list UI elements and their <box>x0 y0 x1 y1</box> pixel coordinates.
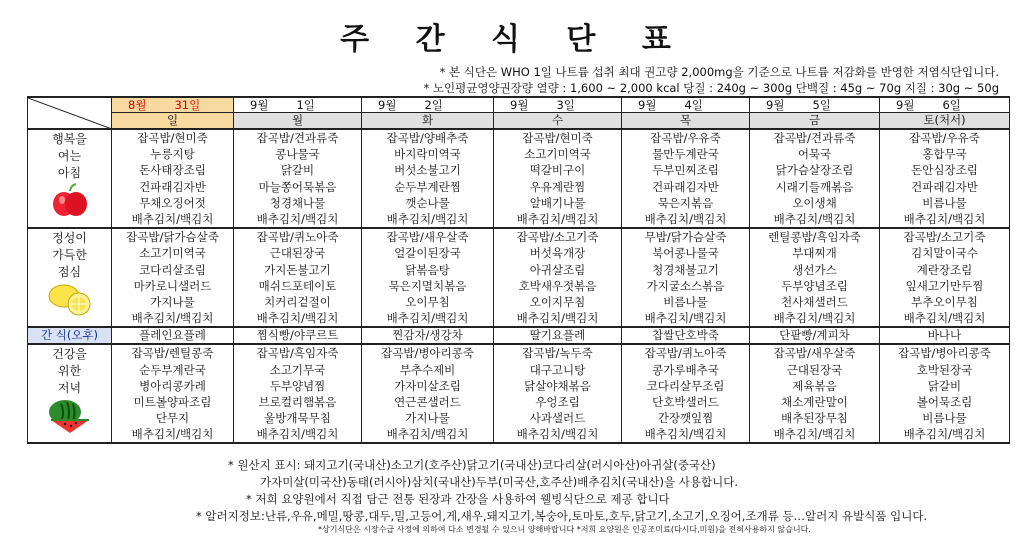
menu-item: 브로컬리햄볶음 <box>234 394 362 410</box>
menu-item: 어묵국 <box>750 146 880 162</box>
menu-item: 잡곡밥/퀴노아죽 <box>622 344 750 361</box>
month-label: 9월 <box>638 98 657 112</box>
menu-item: 두부양념조림 <box>750 278 880 294</box>
menu-item: 계란장조림 <box>880 262 1010 278</box>
meal-row <box>28 211 1010 228</box>
menu-item: 알배기나물 <box>494 195 622 211</box>
menu-item: 돈사태장조림 <box>112 162 234 178</box>
menu-item: 무채오징어젓 <box>112 195 234 211</box>
day-of-week: 토(처서) <box>880 113 1010 130</box>
menu-item: 버섯육개장 <box>494 245 622 261</box>
menu-item: 배추김치/백김치 <box>494 426 622 443</box>
menu-item: 잡곡밥/렌틸콩죽 <box>112 344 234 361</box>
menu-item: 돈안심장조림 <box>880 162 1010 178</box>
menu-item: 김치말이국수 <box>880 245 1010 261</box>
menu-item: 닭볶음탕 <box>362 262 494 278</box>
menu-item: 잡곡밥/견과류죽 <box>234 129 362 146</box>
menu-item: 코다리살조림 <box>112 262 234 278</box>
menu-item: 배추김치/백김치 <box>112 211 234 228</box>
date-cell <box>234 97 362 113</box>
menu-item: 잡곡밥/현미죽 <box>494 129 622 146</box>
menu-item: 마늘쫑어묵볶음 <box>234 179 362 195</box>
menu-item: 미트볼양파조림 <box>112 394 234 410</box>
menu-item: 잡곡밥/우유죽 <box>880 129 1010 146</box>
meal-row <box>28 262 1010 278</box>
meal-label-line: 행복을 <box>52 132 87 146</box>
day-of-week: 수 <box>494 113 622 130</box>
menu-item: 배추김치/백김치 <box>112 426 234 443</box>
meal-label-line: 점심 <box>57 265 82 280</box>
menu-item: 바지락미역국 <box>362 146 494 162</box>
menu-item: 잡곡밥/소고기죽 <box>494 228 622 245</box>
date-label: 4일 <box>684 98 703 112</box>
apple-icon <box>28 183 111 223</box>
menu-item: 물만두계란국 <box>622 146 750 162</box>
meal-row <box>28 310 1010 327</box>
menu-item: 순두부계란찜 <box>362 179 494 195</box>
date-label: 5일 <box>812 98 831 112</box>
menu-item: 제육볶음 <box>750 378 880 394</box>
menu-item: 배추김치/백김치 <box>234 426 362 443</box>
menu-item: 대구고니탕 <box>494 361 622 377</box>
menu-item: 잡곡밥/병아리콩죽 <box>362 344 494 361</box>
menu-item: 닭살야채볶음 <box>494 378 622 394</box>
menu-item: 마카로니샐러드 <box>112 278 234 294</box>
menu-item: 배추김치/백김치 <box>750 310 880 327</box>
menu-item: 잡곡밥/현미죽 <box>112 129 234 146</box>
date-cell <box>112 97 234 113</box>
meal-label-line: 여는 <box>57 149 82 163</box>
menu-item: 배추김치/백김치 <box>622 426 750 443</box>
menu-item: 잡곡밥/소고기죽 <box>880 228 1010 245</box>
day-of-week: 일 <box>112 113 234 130</box>
menu-item: 배추김치/백김치 <box>234 310 362 327</box>
menu-item: 청경채나물 <box>234 195 362 211</box>
date-cell <box>880 97 1010 113</box>
menu-item: 부대찌개 <box>750 245 880 261</box>
menu-item: 건파래김자반 <box>880 179 1010 195</box>
meal-row <box>28 146 1010 162</box>
footnote: * 원산지 표시: 돼지고기(국내산)소고기(호주산)닭고기(국내산)코다리살(러시아산)아귀살(중국산) <box>228 458 716 472</box>
menu-item: 닭갈비 <box>234 162 362 178</box>
meal-label-cell <box>28 228 112 327</box>
meal-row <box>28 245 1010 261</box>
menu-item: 비름나물 <box>880 195 1010 211</box>
menu-item: 배추김치/백김치 <box>880 426 1010 443</box>
menu-item: 코다리살무조림 <box>622 378 750 394</box>
menu-item: 사과샐러드 <box>494 410 622 426</box>
meal-row <box>28 162 1010 178</box>
month-label: 9월 <box>250 98 269 112</box>
menu-item: 간장깻잎찜 <box>622 410 750 426</box>
menu-item: 가지돈불고기 <box>234 262 362 278</box>
snack-item: 찹쌀단호박죽 <box>622 327 750 344</box>
day-of-week: 목 <box>622 113 750 130</box>
day-of-week: 월 <box>234 113 362 130</box>
menu-item: 배추김치/백김치 <box>880 310 1010 327</box>
date-label: 3일 <box>556 98 575 112</box>
meal-row <box>28 179 1010 195</box>
meal-row <box>28 278 1010 294</box>
menu-item: 두부민찌조림 <box>622 162 750 178</box>
menu-item: 청경채불고기 <box>622 262 750 278</box>
day-of-week: 화 <box>362 113 494 130</box>
menu-item: 가지나물 <box>362 410 494 426</box>
menu-item: 매쉬드포테이토 <box>234 278 362 294</box>
menu-item: 단호박샐러드 <box>622 394 750 410</box>
meal-label-cell <box>28 344 112 443</box>
menu-item: 깻순나물 <box>362 195 494 211</box>
menu-item: 닭갈비 <box>880 378 1010 394</box>
menu-item: 순두부계란국 <box>112 361 234 377</box>
menu-item: 떡갈비구이 <box>494 162 622 178</box>
menu-item: 배추김치/백김치 <box>112 310 234 327</box>
meal-label-line: 정성이 <box>52 231 87 246</box>
menu-item: 천사채샐러드 <box>750 294 880 310</box>
menu-item: 소고기미역국 <box>494 146 622 162</box>
footnote: * 저희 요양원에서 직접 담근 전통 된장과 간장을 사용하여 웰빙식단으로 제공 합니다 <box>246 492 670 506</box>
meal-row <box>28 129 1010 146</box>
menu-item: 얼갈이된장국 <box>362 245 494 261</box>
meal-row <box>28 410 1010 426</box>
day-row <box>28 113 1010 130</box>
snack-item: 단팥빵/계피차 <box>750 327 880 344</box>
menu-item: 소고기미역국 <box>112 245 234 261</box>
menu-item: 잎새고기만두찜 <box>880 278 1010 294</box>
menu-item: 채소계란말이 <box>750 394 880 410</box>
date-label: 1일 <box>296 98 315 112</box>
menu-item: 배추김치/백김치 <box>750 426 880 443</box>
menu-item: 배추김치/백김치 <box>234 211 362 228</box>
meal-label-cell <box>28 129 112 228</box>
menu-item: 잡곡밥/녹두죽 <box>494 344 622 361</box>
meal-row <box>28 378 1010 394</box>
lemon-icon <box>28 282 111 320</box>
menu-item: 배추김치/백김치 <box>622 211 750 228</box>
menu-item: 묵은지멸치볶음 <box>362 278 494 294</box>
meal-label-line: 저녁 <box>57 381 82 396</box>
diagonal-line <box>28 98 112 129</box>
footnote: *상기식단은 시장수급 사정에 의하여 다소 변경될 수 있으니 양해바랍니다 *저희 요양원은 인공조미료(다시다,미원)을 전혀사용하지 않습니다. <box>318 525 811 534</box>
menu-item: 근대된장국 <box>234 245 362 261</box>
snack-item: 딸기요플레 <box>494 327 622 344</box>
menu-item: 우엉조림 <box>494 394 622 410</box>
menu-item: 건파래김자반 <box>622 179 750 195</box>
menu-item: 울방개묵무침 <box>234 410 362 426</box>
menu-item: 잡곡밥/닭가슴살죽 <box>112 228 234 245</box>
day-of-week: 금 <box>750 113 880 130</box>
month-label: 9월 <box>510 98 529 112</box>
menu-item: 건파래김자반 <box>112 179 234 195</box>
watermelon-icon <box>28 398 111 438</box>
menu-item: 배추김치/백김치 <box>362 310 494 327</box>
menu-item: 콩나물국 <box>234 146 362 162</box>
menu-item: 병아리콩카레 <box>112 378 234 394</box>
menu-item: 배추된장무침 <box>750 410 880 426</box>
menu-item: 잡곡밥/흑임자죽 <box>234 344 362 361</box>
meal-label-line: 건강을 <box>52 347 87 362</box>
menu-item: 배추김치/백김치 <box>750 211 880 228</box>
menu-item: 잡곡밥/우유죽 <box>622 129 750 146</box>
menu-item: 생선가스 <box>750 262 880 278</box>
table-corner <box>28 97 112 129</box>
meal-label-line: 아침 <box>57 166 82 180</box>
footnote: 가자미살(미국산)동태(러시아)삼치(국내산)두부(미국산,호주산)배추김치(국내산)을 사용합니다. <box>260 475 738 489</box>
month-label: 9월 <box>378 98 397 112</box>
menu-item: 잡곡밥/퀴노아죽 <box>234 228 362 245</box>
meal-row <box>28 294 1010 310</box>
menu-item: 가지굴소스볶음 <box>622 278 750 294</box>
footnote: * 알러지정보:난류,우유,메밀,땅콩,대두,밀,고등어,게,새우,돼지고기,복숭아,토마토,호두,닭고기,소고기,오징어,조개류 등…알러지 유발식품 입니다. <box>196 509 928 523</box>
menu-item: 홍합무국 <box>880 146 1010 162</box>
menu-item: 오이생채 <box>750 195 880 211</box>
menu-item: 잡곡밥/양배추죽 <box>362 129 494 146</box>
menu-item: 호박된장국 <box>880 361 1010 377</box>
menu-item: 버섯소불고기 <box>362 162 494 178</box>
menu-item: 콩가루배추국 <box>622 361 750 377</box>
menu-item: 단무지 <box>112 410 234 426</box>
weekly-menu-table <box>27 96 1010 444</box>
meal-row <box>28 195 1010 211</box>
snack-item: 찜식빵/야쿠르트 <box>234 327 362 344</box>
snack-row <box>28 327 1010 344</box>
date-label: 31일 <box>174 98 201 112</box>
menu-item: 시래기들깨볶음 <box>750 179 880 195</box>
meal-row <box>28 361 1010 377</box>
menu-item: 배추김치/백김치 <box>494 211 622 228</box>
sodium-note: * 본 식단은 WHO 1일 나트륨 섭취 최대 권고량 2,000mg을 기준으로 나트륨 저감화를 반영한 저염식단입니다. <box>439 65 999 79</box>
menu-item: 연근콘샐러드 <box>362 394 494 410</box>
menu-item: 비름나물 <box>622 294 750 310</box>
menu-item: 북어콩나물국 <box>622 245 750 261</box>
menu-item: 볼어묵조림 <box>880 394 1010 410</box>
date-cell <box>750 97 880 113</box>
menu-item: 치커리겉절이 <box>234 294 362 310</box>
month-label: 8월 <box>128 98 147 112</box>
meal-label-line: 가득한 <box>52 248 87 263</box>
snack-item: 플레인요플레 <box>112 327 234 344</box>
menu-item: 잡곡밥/새우살죽 <box>750 344 880 361</box>
menu-item: 오이지무침 <box>494 294 622 310</box>
menu-item: 배추김치/백김치 <box>494 310 622 327</box>
menu-item: 잡곡밥/견과류죽 <box>750 129 880 146</box>
meal-row <box>28 394 1010 410</box>
menu-item: 부추오이무침 <box>880 294 1010 310</box>
meal-label-line: 위한 <box>57 364 82 379</box>
month-label: 9월 <box>896 98 915 112</box>
menu-item: 무밥/닭가슴살죽 <box>622 228 750 245</box>
menu-item: 가지나물 <box>112 294 234 310</box>
date-row <box>28 97 1010 113</box>
menu-item: 우유계란찜 <box>494 179 622 195</box>
menu-item: 비름나물 <box>880 410 1010 426</box>
snack-label: 간 식(오후) <box>28 327 112 344</box>
menu-item: 오이무침 <box>362 294 494 310</box>
menu-item: 호박새우젓볶음 <box>494 278 622 294</box>
menu-item: 소고기무국 <box>234 361 362 377</box>
menu-item: 부추수제비 <box>362 361 494 377</box>
date-label: 6일 <box>942 98 961 112</box>
date-label: 2일 <box>424 98 443 112</box>
menu-item: 아귀살조림 <box>494 262 622 278</box>
menu-item: 잡곡밥/병아리콩죽 <box>880 344 1010 361</box>
menu-item: 닭가슴살장조림 <box>750 162 880 178</box>
menu-item: 누릉지탕 <box>112 146 234 162</box>
menu-item: 배추김치/백김치 <box>362 426 494 443</box>
menu-item: 렌틸콩밥/흑임자죽 <box>750 228 880 245</box>
menu-item: 배추김치/백김치 <box>880 211 1010 228</box>
snack-item: 찐감자/생강차 <box>362 327 494 344</box>
menu-item: 가자미살조림 <box>362 378 494 394</box>
menu-item: 묵은지볶음 <box>622 195 750 211</box>
meal-row <box>28 344 1010 361</box>
nutrition-note: * 노인평균영양권장량 열량 : 1,600 ~ 2,000 kcal 당질 : 240g ~ 300g 단백질 : 45g ~ 70g 지질 : 30g ~ 50g <box>423 81 999 95</box>
meal-row <box>28 426 1010 443</box>
snack-item: 바나나 <box>880 327 1010 344</box>
date-cell <box>622 97 750 113</box>
menu-item: 두부양념찜 <box>234 378 362 394</box>
date-cell <box>362 97 494 113</box>
page-title: 주 간 식 단 표 <box>340 22 689 57</box>
menu-item: 잡곡밥/새우살죽 <box>362 228 494 245</box>
menu-item: 근대된장국 <box>750 361 880 377</box>
month-label: 9월 <box>766 98 785 112</box>
meal-row <box>28 228 1010 245</box>
menu-item: 배추김치/백김치 <box>362 211 494 228</box>
menu-item: 배추김치/백김치 <box>622 310 750 327</box>
date-cell <box>494 97 622 113</box>
